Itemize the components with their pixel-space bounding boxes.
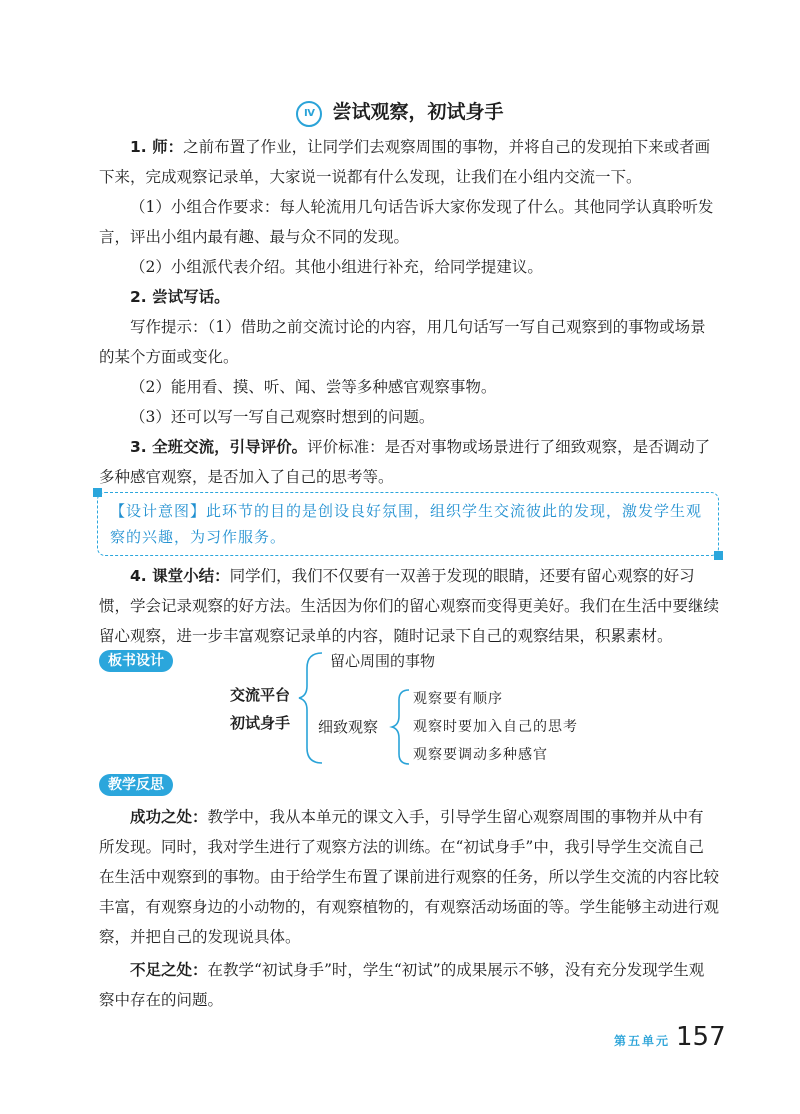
paragraph-2c: （3）还可以写一写自己观察时想到的问题。 xyxy=(130,408,435,426)
paragraph-2-lead: 2. 尝试写话。 xyxy=(130,288,230,306)
board-left-label-1: 交流平台 xyxy=(230,686,291,704)
board-design-badge: 板书设计 xyxy=(99,650,173,672)
section-title-text: 尝试观察，初试身手 xyxy=(332,101,504,123)
page-number: 157 xyxy=(676,1022,726,1052)
reflection-success-text: 教学中，我从本单元的课文入手，引导学生留心观察周围的事物并从中有所发现。同时，我对学生进行了观察方法的训练。在“初试身手”中，我引导学生交流自己在生活中观察到的事物。由于给学生布置了课前进行观察的任务，所以学生交流的内容比较丰富，有观察身边的小动物的，有观察植物的，有观察活动场面的等。学生能够主动进行观察，并把自己的发现说具体。 xyxy=(99,808,720,946)
board-branch-2: 细致观察 xyxy=(318,718,379,736)
paragraph-1-text: 之前布置了作业，让同学们去观察周围的事物，并将自己的发现拍下来或者画下来，完成观察记录单，大家说一说都有什么发现，让我们在小组内交流一下。 xyxy=(99,138,711,186)
reflection-lack-lead: 不足之处： xyxy=(130,961,208,979)
design-intent-body: 此环节的目的是创设良好氛围，组织学生交流彼此的发现，激发学生观察的兴趣，为习作服务。 xyxy=(110,502,703,546)
paragraph-3-lead: 3. 全班交流，引导评价。 xyxy=(130,438,308,456)
paragraph-2b: （2）能用看、摸、听、闻、尝等多种感官观察事物。 xyxy=(130,378,497,396)
reflection-badge: 教学反思 xyxy=(99,774,173,796)
section-number-badge: Ⅳ xyxy=(296,101,322,127)
board-sub-1: 观察要有顺序 xyxy=(413,691,503,707)
reflection-success-lead: 成功之处： xyxy=(130,808,208,826)
footer-unit-label: 第五单元 xyxy=(614,1034,671,1048)
paragraph-1b: （2）小组派代表介绍。其他小组进行补充，给同学提建议。 xyxy=(130,258,543,276)
board-sub-2: 观察时要加入自己的思考 xyxy=(413,719,578,735)
board-branch-1: 留心周围的事物 xyxy=(330,652,436,670)
paragraph-3-text: 评价标准：是否对事物或场景进行了细致观察，是否调动了多种感官观察，是否加入了自己的思考等。 xyxy=(99,438,711,486)
board-left-label-2: 初试身手 xyxy=(230,714,291,732)
board-brace-sub xyxy=(392,690,409,764)
design-intent-label: 【设计意图】 xyxy=(110,502,207,520)
paragraph-4-lead: 4. 课堂小结： xyxy=(130,567,230,585)
reflection-lack xyxy=(99,955,719,1015)
paragraph-1-lead: 1. 师： xyxy=(130,138,184,156)
board-sub-3: 观察要调动多种感官 xyxy=(413,747,548,763)
reflection-success xyxy=(99,802,719,952)
reflection-lack-text: 在教学“初试身手”时，学生“初试”的成果展示不够，没有充分发现学生观察中存在的问题。 xyxy=(99,961,705,1009)
paragraph-1a: （1）小组合作要求：每人轮流用几句话告诉大家你发现了什么。其他同学认真聆听发言，评出小组内最有趣、最与众不同的发现。 xyxy=(99,198,714,246)
paragraph-2a: 写作提示：（1）借助之前交流讨论的内容，用几句话写一写自己观察到的事物或场景的某个方面或变化。 xyxy=(99,318,706,366)
board-brace-main xyxy=(299,653,322,763)
paragraph-4-text: 同学们，我们不仅要有一双善于发现的眼睛，还要有留心观察的好习惯，学会记录观察的好方法。生活因为你们的留心观察而变得更美好。我们在生活中要继续留心观察，进一步丰富观察记录单的内容，随时记录下自己的观察结果，积累素材。 xyxy=(99,567,720,645)
